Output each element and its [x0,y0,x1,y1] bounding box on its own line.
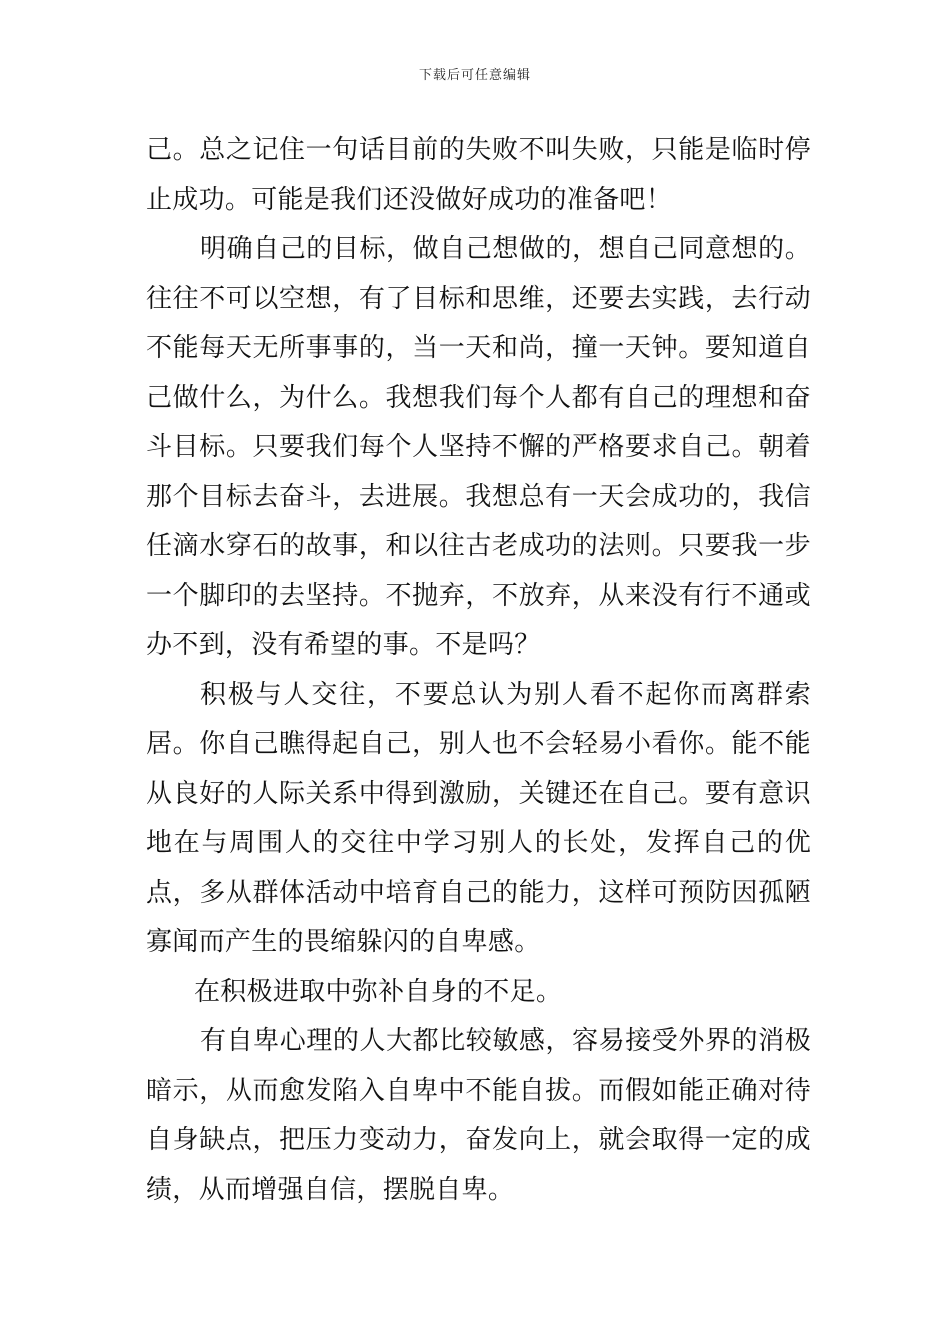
paragraph-1: 己。总之记住一句话目前的失败不叫失败，只能是临时停止成功。可能是我们还没做好成功的准备吧！ [146,135,811,215]
document-body [146,126,811,1215]
page-header: 下载后可任意编辑 [418,68,531,83]
paragraph-5: 有自卑心理的人大都比较敏感，容易接受外界的消极暗示，从而愈发陷入自卑中不能自拔。而假如能正确对待自身缺点，把压力变动力，奋发向上，就会取得一定的成绩，从而增强自信，摆脱自卑。 [146,1026,811,1205]
paragraph-3: 积极与人交往，不要总认为别人看不起你而离群索居。你自己瞧得起自己，别人也不会轻易小看你。能不能从良好的人际关系中得到激励，关键还在自己。要有意识地在与周围人的交往中学习别人的长处，发挥自己的优点，多从群体活动中培育自己的能力，这样可预防因孤陋寡闻而产生的畏缩躲闪的自卑感。 [146,679,811,957]
section-heading: 在积极进取中弥补自身的不足。 [194,976,563,1007]
paragraph-2: 明确自己的目标，做自己想做的，想自己同意想的。往往不可以空想，有了目标和思维，还要去实践，去行动不能每天无所事事的，当一天和尚，撞一天钟。要知道自己做什么，为什么。我想我们每个人都有自己的理想和奋斗目标。只要我们每个人坚持不懈的严格要求自己。朝着那个目标去奋斗，去进展。我想总有一天会成功的，我信任滴水穿石的故事，和以往古老成功的法则。只要我一步一个脚印的去坚持。不抛弃，不放弃，从来没有行不通或办不到，没有希望的事。不是吗？ [146,234,811,660]
